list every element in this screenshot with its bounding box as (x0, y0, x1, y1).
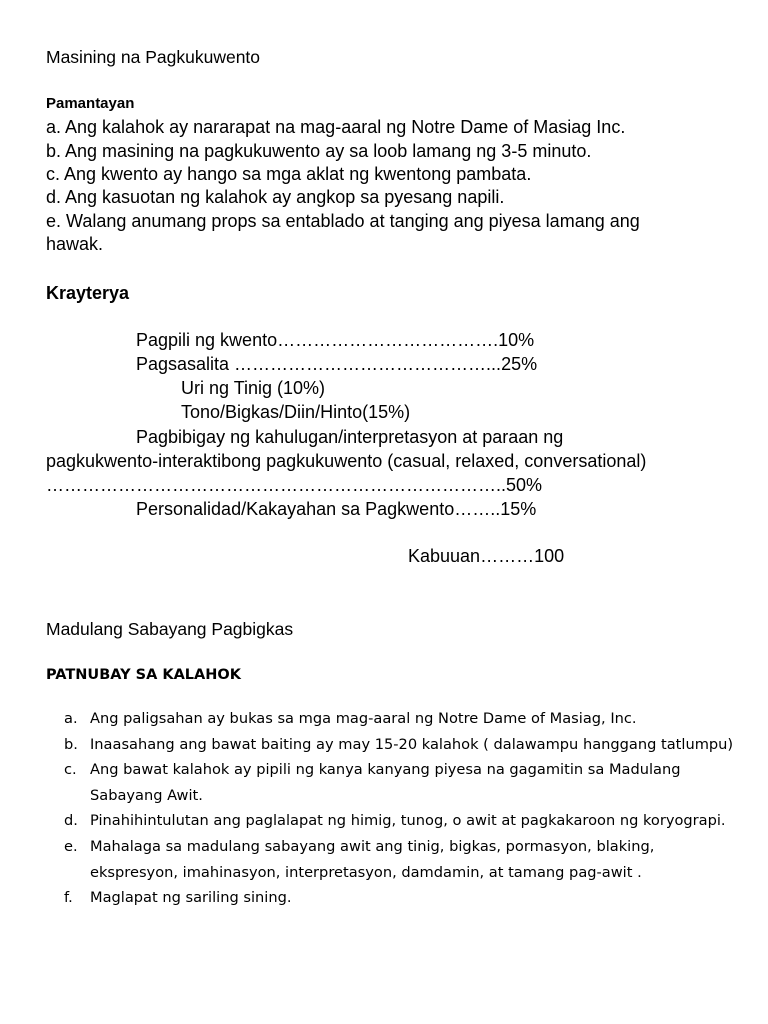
list-item-text: Ang bawat kalahok ay pipili ng kanya kanyang piyesa na gagamitin sa Madulang Sabayang Awit. (90, 761, 681, 804)
list-item (64, 808, 734, 834)
list-item (64, 757, 734, 808)
list-item-text: Pinahihintulutan ang paglalapat ng himig, tunog, o awit at pagkakaroon ng koryograpi. (90, 812, 726, 830)
list-item-text: Ang paligsahan ay bukas sa mga mag-aaral ng Notre Dame of Masiag, Inc. (90, 710, 637, 727)
list-item (64, 732, 734, 758)
list-item-text: Maglapat ng sariling sining. (90, 889, 292, 907)
pamantayan-line-d: d. Ang kasuotan ng kalahok ay angkop sa pyesang napili. (46, 187, 505, 207)
list-marker: d. (64, 812, 78, 830)
criteria-pagsasalita: Pagsasalita ……………………………………...25% (136, 354, 538, 374)
pamantayan-line-e-cont: hawak. (46, 234, 104, 254)
pamantayan-heading: Pamantayan (46, 95, 135, 112)
pamantayan-line-a: a. Ang kalahok ay nararapat na mag-aaral ng Notre Dame of Masiag Inc. (46, 117, 626, 137)
pamantayan-line-e: e. Walang anumang props sa entablado at tanging ang piyesa lamang ang (46, 211, 640, 231)
list-item (64, 706, 734, 732)
criteria-personalidad: Personalidad/Kakayahan sa Pagkwento……..15% (136, 499, 537, 519)
criteria-pagbibigay-line1: Pagbibigay ng kahulugan/interpretasyon at paraan ng (136, 427, 564, 447)
list-item (64, 885, 734, 911)
list-marker: c. (64, 761, 77, 779)
patnubay-heading: PATNUBAY SA KALAHOK (46, 667, 241, 683)
list-item (64, 834, 734, 885)
section-title-masining: Masining na Pagkukuwento (46, 47, 261, 67)
section-title-madulang: Madulang Sabayang Pagbigkas (46, 619, 294, 639)
list-marker: b. (64, 735, 78, 753)
list-marker: a. (64, 710, 78, 727)
pamantayan-line-c: c. Ang kwento ay hango sa mga aklat ng kwentong pambata. (46, 164, 532, 184)
list-item-text: Inaasahang ang bawat baiting ay may 15-20 kalahok ( dalawampu hanggang tatlumpu) (90, 735, 734, 753)
list-marker: e. (64, 837, 78, 855)
list-item-text: Mahalaga sa madulang sabayang awit ang tinig, bigkas, pormasyon, blaking, ekspresyon, imahinasyon, interpretasyon, damdamin, at tamang pag-awit . (90, 837, 655, 881)
pamantayan-line-b: b. Ang masining na pagkukuwento ay sa loob lamang ng 3-5 minuto. (46, 141, 592, 161)
patnubay-list (64, 706, 734, 911)
list-marker: f. (64, 889, 73, 907)
krayterya-heading: Krayterya (46, 283, 130, 303)
criteria-pagbibigay-line2: pagkukwento-interaktibong pagkukuwento (casual, relaxed, conversational) (46, 451, 647, 471)
criteria-pagpili: Pagpili ng kwento……………………………….10% (136, 330, 535, 350)
criteria-tono-bigkas: Tono/Bigkas/Diin/Hinto(15%) (181, 402, 411, 422)
criteria-pagbibigay-line3: …………………………………………………………………..50% (46, 475, 543, 495)
criteria-kabuuan: Kabuuan………100 (408, 546, 565, 566)
criteria-uri-ng-tinig: Uri ng Tinig (10%) (181, 378, 326, 398)
